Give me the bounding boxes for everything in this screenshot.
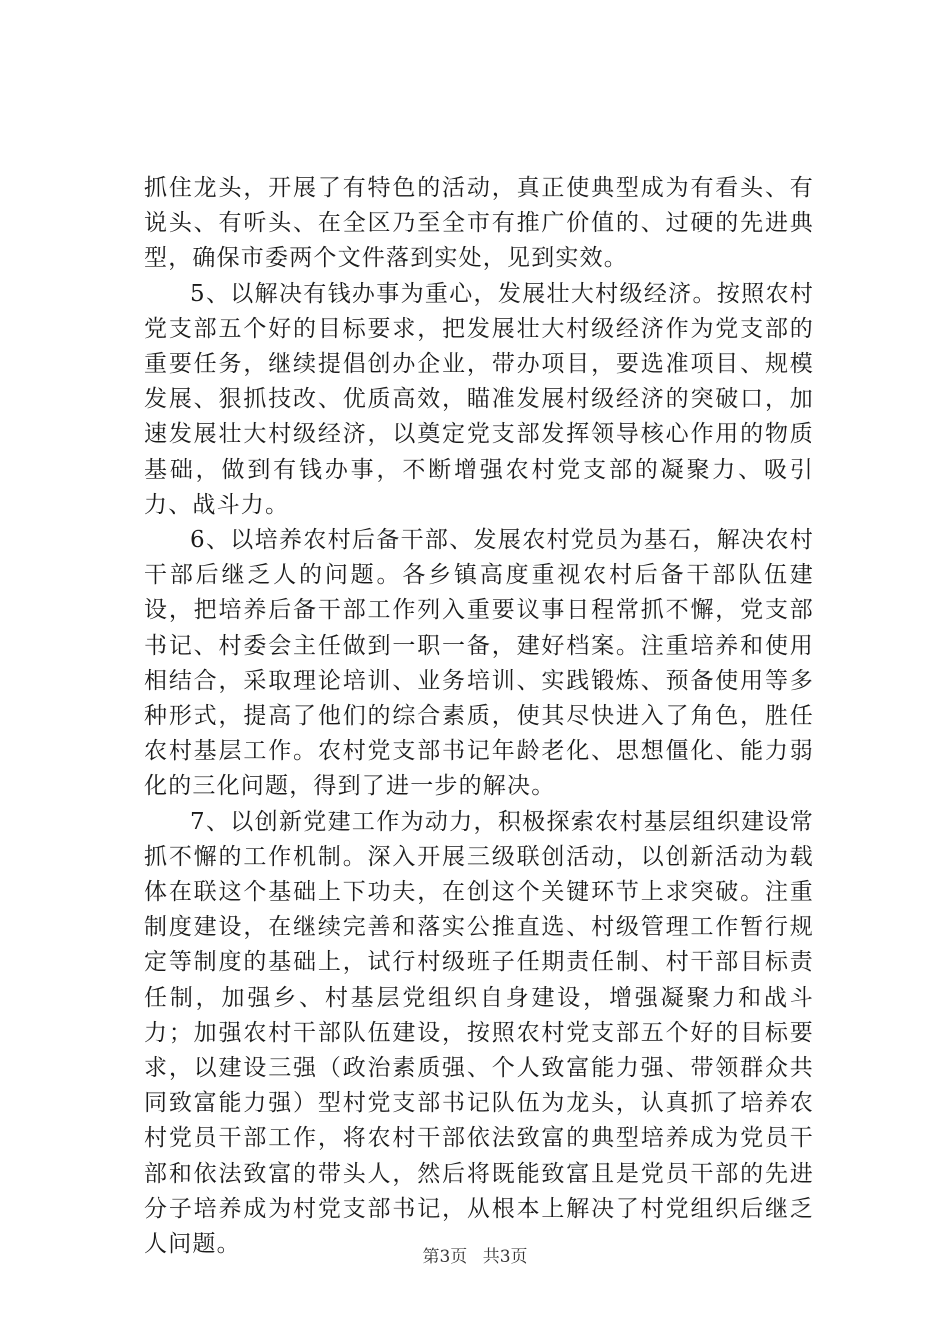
- document-body: [144, 171, 814, 1262]
- page-number: 第3页: [422, 1247, 468, 1267]
- page-footer: [0, 1242, 950, 1267]
- paragraph-continuation: 抓住龙头，开展了有特色的活动，真正使典型成为有看头、有说头、有听头、在全区乃至全市有推广价值的、过硬的先进典型，确保市委两个文件落到实处，见到实效。: [144, 175, 814, 272]
- paragraph-item-7: 7、以创新党建工作为动力，积极探索农村基层组织建设常抓不懈的工作机制。深入开展三级联创活动，以创新活动为载体在联这个基础上下功夫，在创这个关键环节上求突破。注重制度建设，在继续完善和落实公推直选、村级管理工作暂行规定等制度的基础上，试行村级班子任期责任制、村干部目标责任制，加强乡、村基层党组织自身建设，增强凝聚力和战斗力；加强农村干部队伍建设，按照农村党支部五个好的目标要求，以建设三强（政治素质强、个人致富能力强、带领群众共同致富能力强）型村党支部书记队伍为龙头，认真抓了培养农村党员干部工作，将农村干部依法致富的典型培养成为党员干部和依法致富的带头人，然后将既能致富且是党员干部的先进分子培养成为村党支部书记，从根本上解决了村党组织后继乏人问题。: [144, 808, 814, 1258]
- paragraph-item-5: 5、以解决有钱办事为重心，发展壮大村级经济。按照农村党支部五个好的目标要求，把发展壮大村级经济作为党支部的重要任务，继续提倡创办企业，带办项目，要选准项目、规模发展、狠抓技改、优质高效，瞄准发展村级经济的突破口，加速发展壮大村级经济，以奠定党支部发挥领导核心作用的物质基础，做到有钱办事，不断增强农村党支部的凝聚力、吸引力、战斗力。: [144, 280, 814, 518]
- page-total: 共3页: [482, 1247, 528, 1267]
- paragraph-item-6: 6、以培养农村后备干部、发展农村党员为基石，解决农村干部后继乏人的问题。各乡镇高度重视农村后备干部队伍建设，把培养后备干部工作列入重要议事日程常抓不懈，党支部书记、村委会主任做到一职一备，建好档案。注重培养和使用相结合，采取理论培训、业务培训、实践锻炼、预备使用等多种形式，提高了他们的综合素质，使其尽快进入了角色，胜任农村基层工作。农村党支部书记年龄老化、思想僵化、能力弱化的三化问题，得到了进一步的解决。: [144, 527, 814, 800]
